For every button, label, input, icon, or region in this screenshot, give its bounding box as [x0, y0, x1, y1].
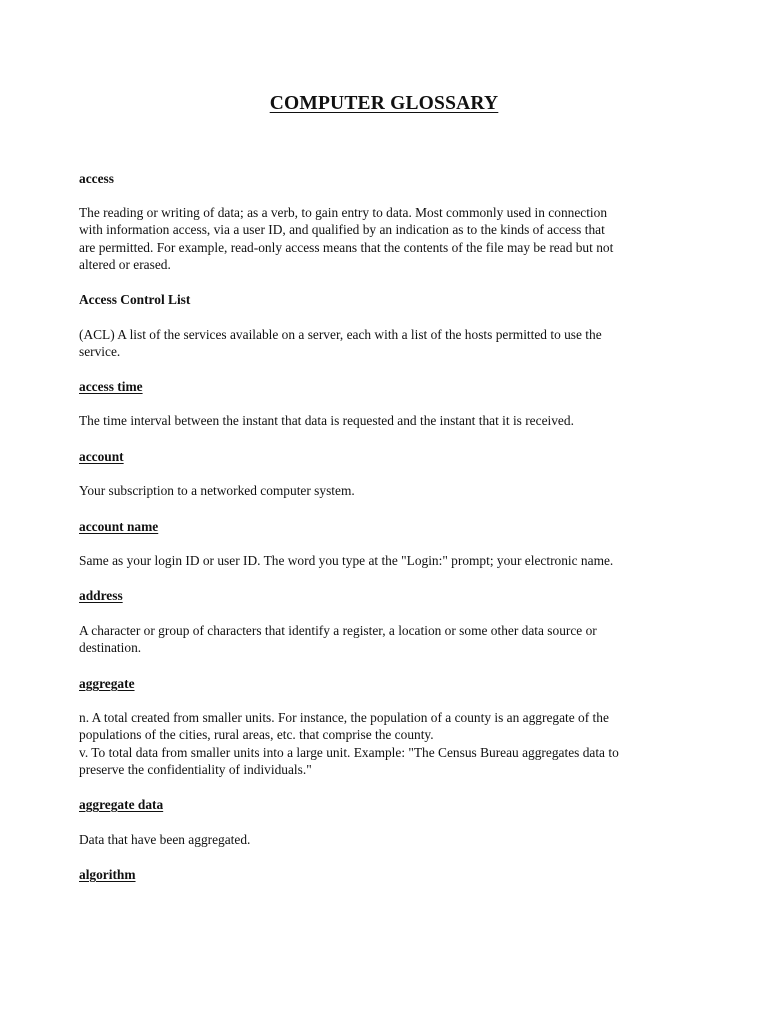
glossary-definition-aggregate — [79, 709, 694, 778]
glossary-term-account-name: account name — [79, 519, 159, 534]
definition-line: Data that have been aggregated. — [79, 832, 251, 847]
definition-line: Your subscription to a networked computer system. — [79, 483, 355, 498]
definition-line: v. To total data from smaller units into a large unit. Example: "The Census Bureau aggregates data to — [79, 744, 619, 760]
definition-line: n. A total created from smaller units. For instance, the population of a county is an aggregate of the — [79, 710, 609, 725]
glossary-term-access-time: access time — [79, 379, 143, 394]
definition-line: altered or erased. — [79, 256, 171, 272]
glossary-term-algorithm: algorithm — [79, 867, 136, 882]
definition-line: destination. — [79, 640, 142, 656]
page-title: COMPUTER GLOSSARY — [269, 93, 499, 114]
definition-line: preserve the confidentiality of individuals." — [79, 761, 312, 777]
definition-line: The reading or writing of data; as a verb, to gain entry to data. Most commonly used in connection — [79, 205, 608, 220]
glossary-term-address: address — [79, 588, 123, 603]
definition-line: (ACL) A list of the services available on a server, each with a list of the hosts permitted to use the — [79, 327, 602, 342]
definition-line: A character or group of characters that identify a register, a location or some other data source or — [79, 623, 597, 638]
definition-line: with information access, via a user ID, and qualified by an indication as to the kinds of access that — [79, 222, 605, 238]
glossary-term-access: access — [79, 171, 114, 186]
definition-line: Same as your login ID or user ID. The word you type at the "Login:" prompt; your electronic name. — [79, 553, 614, 568]
glossary-term-access-control-list: Access Control List — [79, 292, 191, 307]
glossary-term-aggregate-data: aggregate data — [79, 797, 164, 812]
glossary-definition-access-time — [79, 412, 694, 429]
definition-line: populations of the cities, rural areas, etc. that comprise the county. — [79, 727, 434, 743]
glossary-term-aggregate: aggregate — [79, 676, 135, 691]
definition-line: are permitted. For example, read-only access means that the contents of the file may be read but not — [79, 239, 614, 255]
glossary-definition-account-name — [79, 552, 694, 569]
glossary-definition-address — [79, 622, 694, 657]
glossary-definition-aggregate-data — [79, 831, 694, 848]
glossary-definition-access-control-list — [79, 326, 694, 361]
definition-line: The time interval between the instant that data is requested and the instant that it is received. — [79, 413, 574, 428]
glossary-term-account: account — [79, 449, 124, 464]
glossary-definition-access — [79, 204, 694, 273]
definition-line: service. — [79, 344, 121, 360]
glossary-definition-account — [79, 482, 694, 499]
